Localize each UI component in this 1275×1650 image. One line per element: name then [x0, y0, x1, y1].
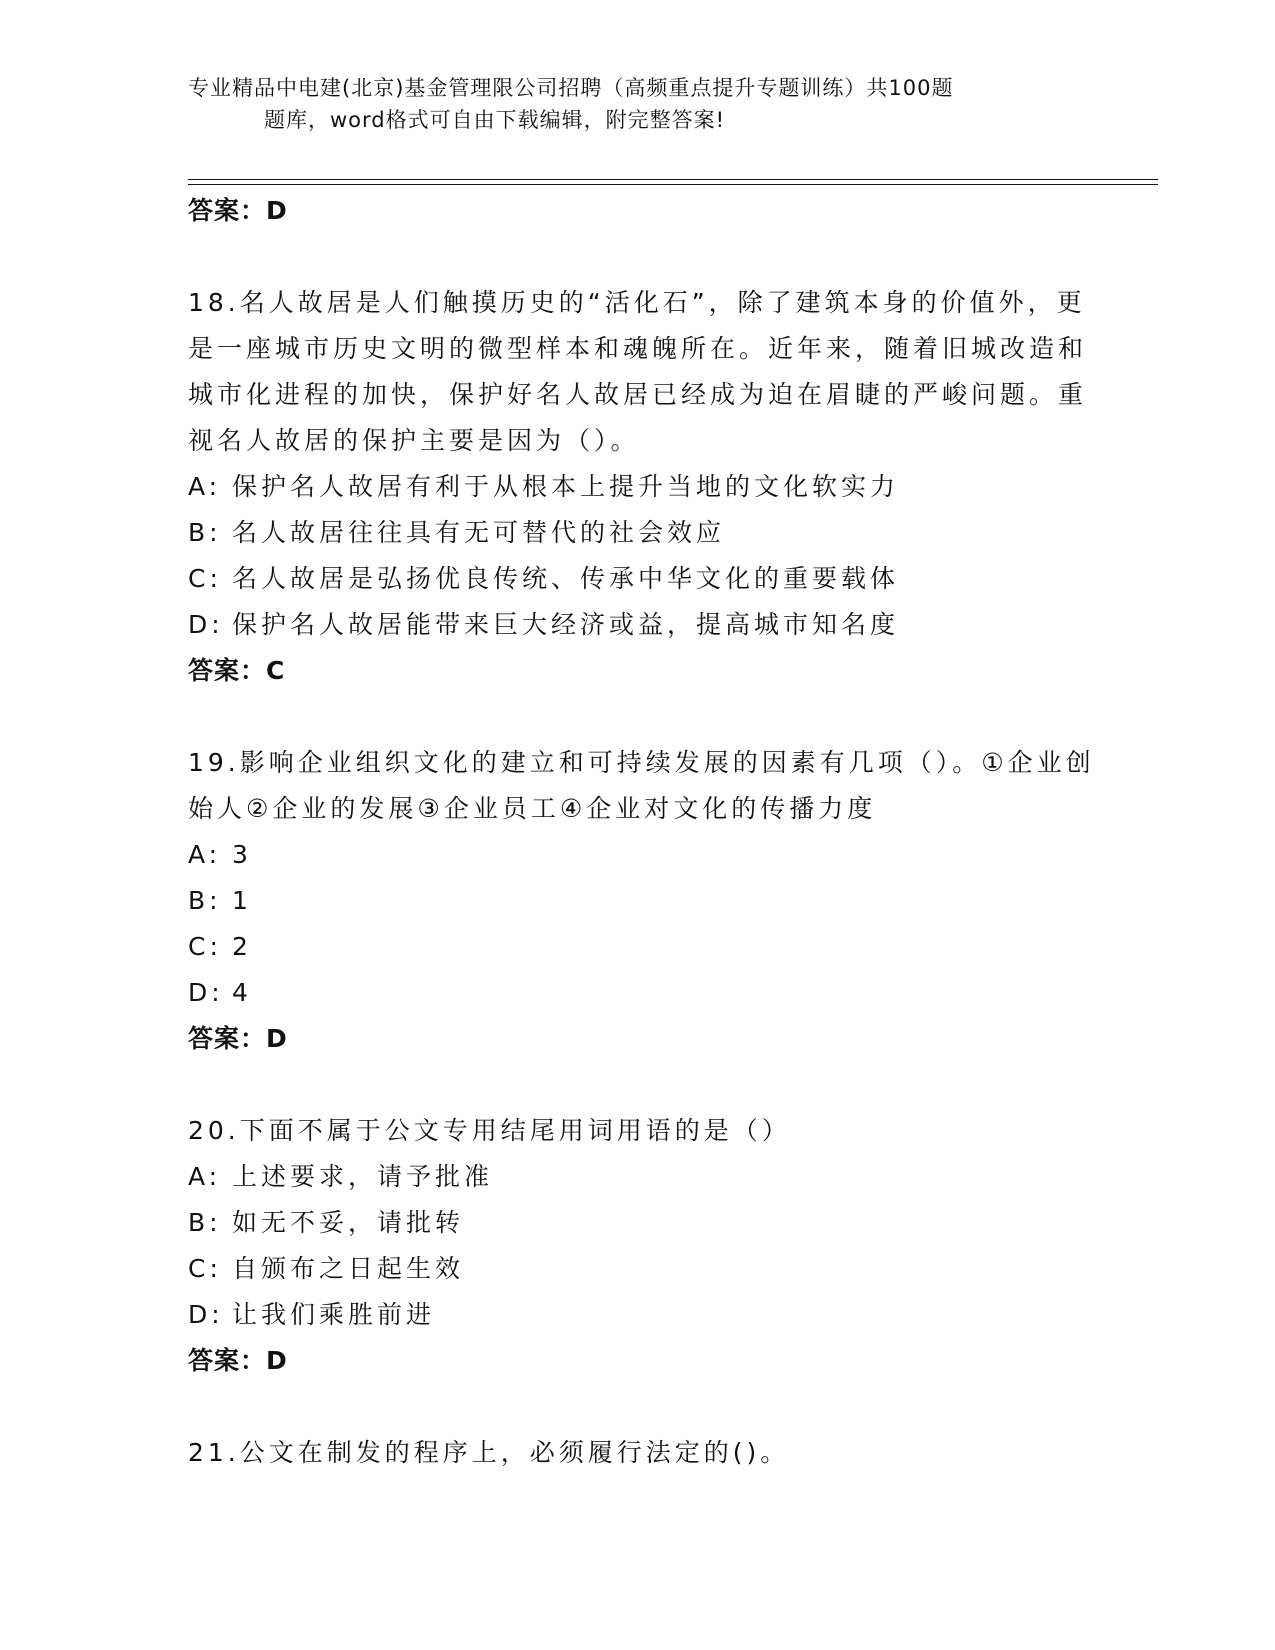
option-a [188, 1154, 1108, 1200]
option-text: 2 [232, 932, 252, 961]
option-text: 如无不妥，请批转 [232, 1208, 465, 1237]
option-text: 3 [232, 840, 252, 869]
option-text: 名人故居往往具有无可替代的社会效应 [232, 518, 726, 547]
option-label: A: [188, 472, 222, 501]
option-label: B: [188, 886, 222, 915]
answer-line: 答案：C [188, 656, 286, 685]
question-text: 18.名人故居是人们触摸历史的“活化石”，除了建筑本身的价值外，更是一座城市历史文明的微型样本和魂魄所在。近年来，随着旧城改造和城市化进程的加快，保护好名人故居已经成为迫在眉睫的严峻问题。重视名人故居的保护主要是因为（）。 [188, 288, 1088, 455]
question-text: 21.公文在制发的程序上，必须履行法定的()。 [188, 1438, 790, 1467]
header-line-1: 专业精品中电建(北京)基金管理限公司招聘（高频重点提升专题训练）共100题 [188, 76, 954, 100]
header-rule-top [188, 179, 1158, 180]
option-b [188, 1200, 1108, 1246]
option-d [188, 1292, 1108, 1338]
option-label: D: [188, 978, 224, 1007]
answer-line: 答案：D [188, 1024, 288, 1053]
option-label: B: [188, 1208, 222, 1237]
header-rule-bottom [188, 184, 1158, 185]
option-label: D: [188, 610, 224, 639]
header-line-2: 题库，word格式可自由下载编辑，附完整答案! [264, 108, 726, 132]
option-text: 1 [232, 886, 252, 915]
option-label: B: [188, 518, 222, 547]
question-text: 20.下面不属于公文专用结尾用词用语的是（） [188, 1116, 791, 1145]
document-header [188, 72, 1068, 136]
option-b [188, 510, 1108, 556]
option-label: A: [188, 1162, 222, 1191]
option-text: 保护名人故居能带来巨大经济或益，提高城市知名度 [232, 610, 900, 639]
page-content [188, 188, 1108, 1476]
option-c [188, 556, 1108, 602]
option-label: A: [188, 840, 222, 869]
option-a [188, 832, 1108, 878]
option-c [188, 924, 1108, 970]
option-label: C: [188, 1254, 222, 1283]
option-text: 4 [232, 978, 252, 1007]
option-label: D: [188, 1300, 224, 1329]
spacer [188, 1062, 1108, 1108]
option-text: 保护名人故居有利于从根本上提升当地的文化软实力 [232, 472, 900, 501]
option-b [188, 878, 1108, 924]
answer-line: 答案：D [188, 196, 288, 225]
option-text: 名人故居是弘扬优良传统、传承中华文化的重要载体 [232, 564, 900, 593]
option-label: C: [188, 564, 222, 593]
answer-line: 答案：D [188, 1346, 288, 1375]
spacer [188, 694, 1108, 740]
option-text: 让我们乘胜前进 [232, 1300, 436, 1329]
option-text: 上述要求，请予批准 [232, 1162, 494, 1191]
option-label: C: [188, 932, 222, 961]
option-d [188, 602, 1108, 648]
option-text: 自颁布之日起生效 [232, 1254, 465, 1283]
question-text: 19.影响企业组织文化的建立和可持续发展的因素有几项（）。①企业创始人②企业的发展③企业员工④企业对文化的传播力度 [188, 748, 1095, 823]
spacer [188, 234, 1108, 280]
option-d [188, 970, 1108, 1016]
option-c [188, 1246, 1108, 1292]
spacer [188, 1384, 1108, 1430]
option-a [188, 464, 1108, 510]
